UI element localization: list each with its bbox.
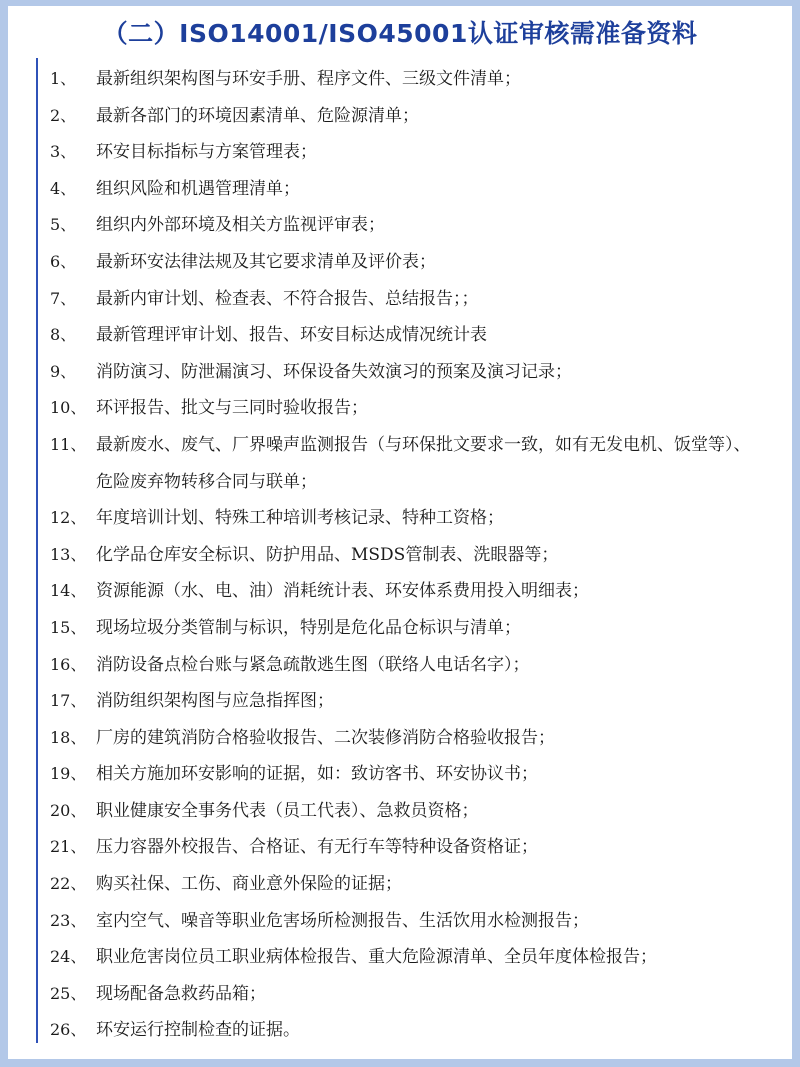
item-text: 环安运行控制检查的证据。 [96, 1020, 300, 1041]
item-text: 最新组织架构图与环安手册、程序文件、三级文件清单； [96, 69, 521, 89]
list-item [50, 98, 790, 135]
item-text: 环评报告、批文与三同时验收报告； [96, 398, 368, 419]
list-item [50, 1012, 790, 1049]
item-text: 年度培训计划、特殊工种培训考核记录、特种工资格； [96, 508, 504, 529]
item-text: 厂房的建筑消防合格验收报告、二次装修消防合格验收报告； [96, 727, 555, 748]
item-text: 最新内审计划、检查表、不符合报告、总结报告；； [96, 288, 479, 309]
list-item [50, 500, 790, 537]
materials-list [50, 61, 790, 1049]
item-text: 消防演习、防泄漏演习、环保设备失效演习的预案及演习记录； [96, 361, 572, 382]
item-number: 15、 [50, 617, 87, 637]
list-item [50, 866, 790, 903]
item-number: 14、 [50, 581, 87, 601]
item-text: 职业健康安全事务代表（员工代表）、急救员资格； [96, 800, 479, 821]
list-item [50, 354, 790, 391]
list-item [50, 537, 790, 574]
item-text: 压力容器外校报告、合格证、有无行车等特种设备资格证； [96, 837, 538, 858]
item-text: 现场配备急救药品箱； [96, 983, 266, 1004]
item-number: 11、 [50, 434, 87, 454]
left-rule [36, 58, 38, 1043]
item-text: 最新管理评审计划、报告、环安目标达成情况统计表 [96, 325, 487, 346]
item-number: 22、 [50, 874, 87, 894]
item-number: 23、 [50, 910, 87, 930]
list-item [50, 720, 790, 757]
list-item [50, 976, 790, 1013]
item-number: 16、 [50, 654, 87, 674]
list-item [50, 647, 790, 684]
item-text: 组织风险和机遇管理清单； [96, 178, 300, 199]
item-number: 3、 [50, 142, 77, 162]
list-item [50, 683, 790, 720]
item-number: 5、 [50, 215, 77, 235]
item-text: 购买社保、工伤、商业意外保险的证据； [96, 874, 402, 895]
item-number: 4、 [50, 178, 77, 198]
list-item [50, 134, 790, 171]
list-item [50, 61, 790, 98]
item-text: 最新环安法律法规及其它要求清单及评价表； [96, 251, 436, 272]
item-number: 19、 [50, 764, 87, 784]
list-item [50, 610, 790, 647]
list-item [50, 244, 790, 281]
item-text: 最新各部门的环境因素清单、危险源清单； [96, 105, 419, 126]
list-item [50, 939, 790, 976]
item-number: 2、 [50, 105, 77, 125]
item-text: 室内空气、噪音等职业危害场所检测报告、生活饮用水检测报告； [96, 910, 589, 931]
item-number: 18、 [50, 727, 87, 747]
list-item [50, 281, 790, 318]
item-number: 17、 [50, 691, 87, 711]
list-item [50, 390, 790, 427]
item-number: 20、 [50, 800, 87, 820]
item-text: 现场垃圾分类管制与标识，特别是危化品仓标识与清单； [96, 617, 521, 638]
list-item [50, 427, 790, 500]
item-text: 消防设备点检台账与紧急疏散逃生图（联络人电话名字）； [96, 654, 530, 675]
list-item [50, 829, 790, 866]
item-text: 相关方施加环安影响的证据，如：致访客书、环安协议书； [96, 764, 538, 785]
item-text: 消防组织架构图与应急指挥图； [96, 691, 334, 712]
list-item [50, 317, 790, 354]
item-number: 12、 [50, 508, 87, 528]
list-item [50, 171, 790, 208]
item-text: 资源能源（水、电、油）消耗统计表、环安体系费用投入明细表； [96, 581, 589, 602]
item-number: 26、 [50, 1020, 87, 1040]
item-text: 最新废水、废气、厂界噪声监测报告（与环保批文要求一致，如有无发电机、饭堂等）、危险废弃物转移合同与联单； [96, 434, 751, 492]
list-item [50, 903, 790, 940]
item-number: 8、 [50, 325, 77, 345]
list-item [50, 573, 790, 610]
item-number: 24、 [50, 947, 87, 967]
list-item [50, 793, 790, 830]
list-item [50, 756, 790, 793]
item-text: 环安目标指标与方案管理表； [96, 142, 317, 163]
item-text: 职业危害岗位员工职业病体检报告、重大危险源清单、全员年度体检报告； [96, 947, 657, 968]
item-text: 化学品仓库安全标识、防护用品、MSDS管制表、洗眼器等； [96, 544, 559, 565]
item-number: 1、 [50, 69, 77, 88]
item-number: 10、 [50, 398, 87, 418]
item-number: 9、 [50, 361, 77, 381]
list-item [50, 207, 790, 244]
item-number: 25、 [50, 983, 87, 1003]
item-number: 6、 [50, 251, 77, 271]
item-number: 13、 [50, 544, 87, 564]
item-text: 组织内外部环境及相关方监视评审表； [96, 215, 385, 236]
item-number: 7、 [50, 288, 77, 308]
item-number: 21、 [50, 837, 87, 857]
page-title: （二）ISO14001/ISO45001认证审核需准备资料 [102, 19, 698, 48]
